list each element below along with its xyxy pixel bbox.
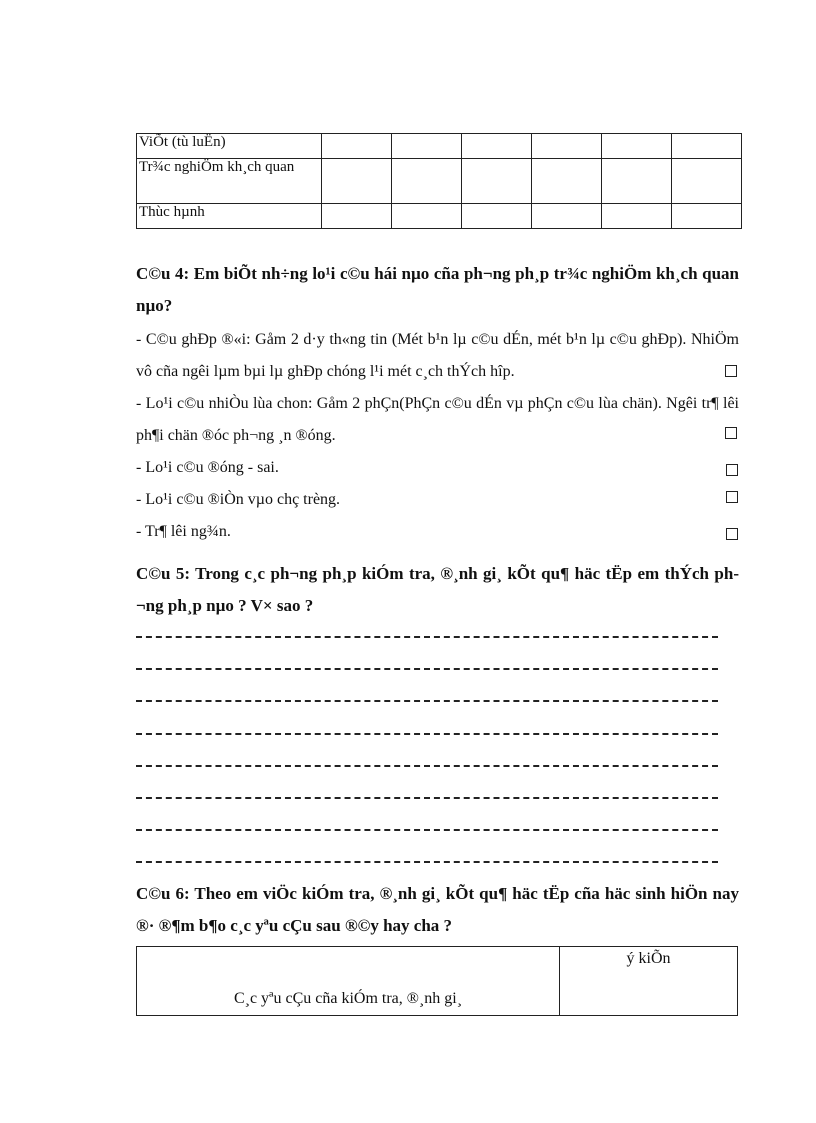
- table-cell: [602, 159, 672, 204]
- item-text: - Tr¶ lêi ng¾n.: [136, 523, 231, 540]
- table-cell: [392, 159, 462, 204]
- table-cell: [462, 159, 532, 204]
- answer-line[interactable]: [136, 829, 718, 832]
- checkbox-icon[interactable]: [726, 491, 738, 503]
- answer-line[interactable]: [136, 700, 718, 703]
- question-4-title: C©u 4: Em biÕt nh÷ng lo¹i c©u hái nµo cña ph¬ng ph¸p tr¾c nghiÖm kh¸ch quan nµo?: [136, 264, 739, 315]
- item-text: - Lo¹i c©u nhiÒu lùa chon: Gåm 2 phÇn(PhÇn c©u dÉn vµ phÇn c©u lùa chän). Ngêi tr¶ lêi ph¶i chän ®óc ph¬ng ¸n ®óng.: [136, 395, 739, 444]
- answer-line[interactable]: [136, 636, 718, 639]
- answer-line[interactable]: [136, 765, 718, 768]
- answer-line[interactable]: [136, 797, 718, 800]
- table-cell: [532, 159, 602, 204]
- table-cell: [672, 134, 742, 159]
- table-cell: [322, 159, 392, 204]
- question-4-item-matching: [136, 324, 739, 388]
- answer-line[interactable]: [136, 733, 718, 736]
- table-row: [137, 159, 742, 204]
- table-cell: [392, 134, 462, 159]
- table-cell: [462, 134, 532, 159]
- answer-line[interactable]: [136, 668, 718, 671]
- table-cell: [322, 204, 392, 229]
- opinion-header: ý kiÕn: [560, 947, 738, 1016]
- table-cell: [602, 134, 672, 159]
- table-cell: [672, 204, 742, 229]
- criteria-header: C¸c yªu cÇu cña kiÓm tra, ®¸nh gi¸: [137, 947, 560, 1016]
- question-4-item-short-answer: [136, 517, 739, 547]
- item-text: - Lo¹i c©u ®iÒn vµo chç trèng.: [136, 491, 341, 508]
- item-text: - C©u ghÐp ®«i: Gåm 2 d·y th«ng tin (Mét b¹n lµ c©u dÉn, mét b¹n lµ c©u ghÐp). NhiÖm vô cña ngêi lµm bµi lµ ghÐp chóng l¹i mét c¸ch thÝch hîp.: [136, 331, 739, 380]
- question-5-title: C©u 5: Trong c¸c ph¬ng ph¸p kiÓm tra, ®¸nh gi¸ kÕt qu¶ häc tËp em thÝch ph¬ng ph¸p nµo ? V× sao ?: [136, 564, 739, 615]
- question-4-item-true-false: [136, 453, 739, 483]
- checkbox-icon[interactable]: [725, 365, 737, 377]
- table-cell: [532, 204, 602, 229]
- question-4-item-fill-blank: [136, 485, 739, 515]
- method-label: ViÕt (tù luËn): [137, 134, 322, 159]
- table-cell: [462, 204, 532, 229]
- checkbox-icon[interactable]: [726, 464, 738, 476]
- table-cell: [672, 159, 742, 204]
- method-label: Thùc hµnh: [137, 204, 322, 229]
- table-cell: [532, 134, 602, 159]
- question-6-title: C©u 6: Theo em viÖc kiÓm tra, ®¸nh gi¸ kÕt qu¶ häc tËp cña häc sinh hiÖn nay ®· ®¶m b¶o c¸c yªu cÇu sau ®©y hay cha ?: [136, 884, 739, 935]
- item-text: - Lo¹i c©u ®óng - sai.: [136, 459, 279, 476]
- criteria-table: [136, 946, 738, 1016]
- table-row: [137, 204, 742, 229]
- table-cell: [602, 204, 672, 229]
- method-label: Tr¾c nghiÖm kh¸ch quan: [137, 159, 322, 204]
- table-header-row: [137, 947, 738, 1016]
- assessment-method-table: [136, 133, 742, 229]
- checkbox-icon[interactable]: [725, 427, 737, 439]
- table-cell: [322, 134, 392, 159]
- table-row: [137, 134, 742, 159]
- question-4-item-multiple-choice: [136, 388, 739, 452]
- table-cell: [392, 204, 462, 229]
- checkbox-icon[interactable]: [726, 528, 738, 540]
- answer-line[interactable]: [136, 861, 718, 864]
